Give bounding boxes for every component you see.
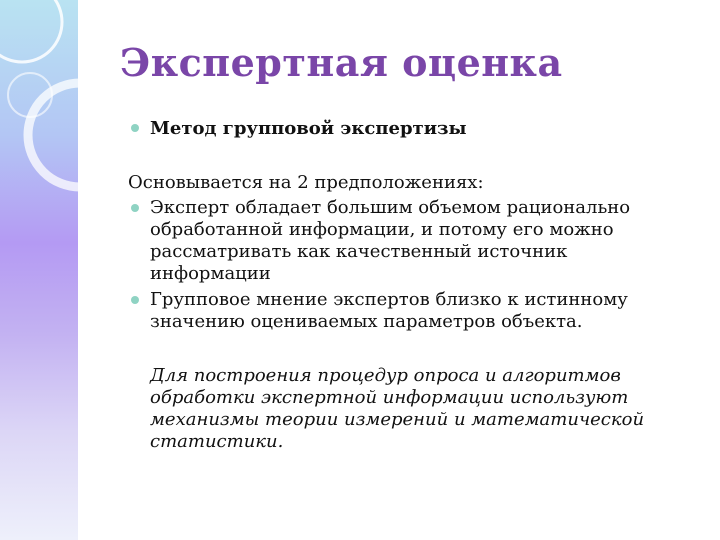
bullet-1-line-4: информации: [150, 263, 271, 284]
bullet-1-line-2: обработанной информации, и потому его можно: [150, 219, 614, 240]
note-line-2: обработки экспертной информации используют: [150, 387, 629, 408]
bullet-1-line-1: Эксперт обладает большим объемом рационально: [150, 197, 631, 218]
method-label: Метод групповой экспертизы: [150, 118, 467, 139]
note-line-3: механизмы теории измерений и математической: [150, 409, 645, 430]
bullet-1-line-3: рассматривать как качественный источник: [150, 241, 568, 262]
bullet-marker: [131, 296, 139, 304]
decorative-circles: [0, 0, 180, 200]
intro-text: Основывается на 2 предположениях:: [128, 172, 484, 193]
note-line-4: статистики.: [150, 431, 284, 452]
note-line-1: Для построения процедур опроса и алгоритмов: [150, 365, 621, 386]
slide-title: Экспертная оценка: [120, 40, 563, 85]
bullet-2-line-1: Групповое мнение экспертов близко к истинному: [150, 289, 628, 310]
bullet-2-line-2: значению оцениваемых параметров объекта.: [150, 311, 583, 332]
bullet-marker: [131, 204, 139, 212]
bullet-marker: [131, 124, 139, 132]
